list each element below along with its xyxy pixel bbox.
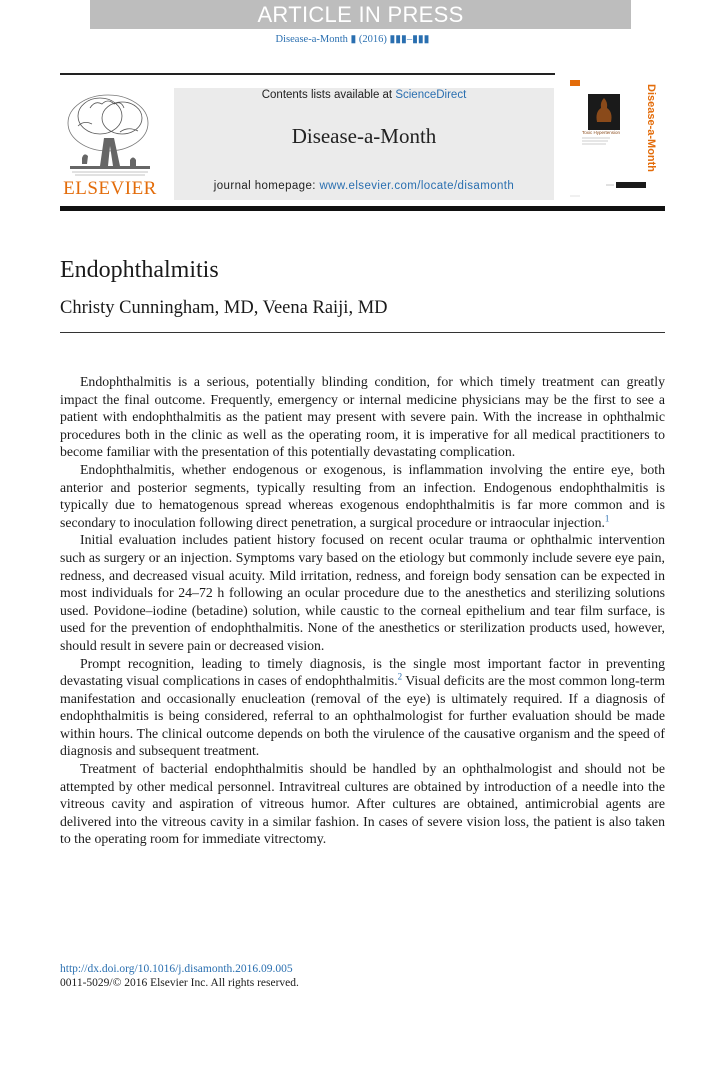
cover-spine-title: Disease-a-Month xyxy=(645,84,657,173)
article-body xyxy=(60,373,665,848)
doi-link[interactable]: http://dx.doi.org/10.1016/j.disamonth.2016.09.005 xyxy=(60,963,293,975)
elsevier-logo xyxy=(60,88,160,200)
header-rule xyxy=(60,206,665,211)
journal-citation: Disease-a-Month ▮ (2016) ▮▮▮–▮▮▮ xyxy=(275,34,430,45)
body-paragraph: Endophthalmitis, whether endogenous or exogenous, is inflammation involving the entire eye, both anterior and posterior segments, typically resulting from an infection. Endogenous endophthalmitis is typically due to hematogenous spread whereas exogenous endophthalmitis is far more common and is secondary to inoculation following direct penetration, a surgical procedure or intraocular injection.$^1$ xyxy=(60,461,665,530)
reference-link[interactable]: 1 xyxy=(604,513,610,524)
journal-cover-thumbnail xyxy=(570,78,665,200)
article-authors: Christy Cunningham, MD, Veena Raiji, MD xyxy=(60,298,388,318)
reference-link[interactable]: 2 xyxy=(397,671,403,682)
top-rule xyxy=(60,73,555,75)
contents-prefix: Contents lists available at xyxy=(261,89,396,101)
body-paragraph: Treatment of bacterial endophthalmitis should be handled by an ophthalmologist and should not be attempted by other medical personnel. Intravitreal cultures are obtained by introduction of a needle into the vitreous cavity and aspiration of vitreous humor. After cultures are obtained, antimicrobial agents are delivered into the vitreous cavity in a similar fashion. In cases of severe vision loss, the patient is also taken to the operating room for immediate vitrectomy. xyxy=(60,761,665,847)
elsevier-logo-text: ELSEVIER xyxy=(63,178,157,199)
article-in-press-banner xyxy=(90,0,631,29)
sciencedirect-link[interactable]: ScienceDirect xyxy=(395,89,467,101)
article-title: Endophthalmitis xyxy=(60,257,219,283)
journal-homepage-link[interactable]: www.elsevier.com/locate/disamonth xyxy=(319,180,515,192)
contents-available-line xyxy=(174,89,554,101)
body-paragraph: Endophthalmitis is a serious, potentially blinding condition, for which timely treatment can greatly impact the final outcome. Frequently, emergency or internal medicine physicians may be the first to see a patient with endophthalmitis as the patient may present with severe pain. With the increase in ophthalmic procedures both in the clinic as well as the operating room, it is imperative for all medical practitioners to become familiar with the presentation of this potentially devastating complication. xyxy=(60,374,665,460)
journal-homepage-line xyxy=(174,180,554,192)
body-paragraph: Prompt recognition, leading to timely diagnosis, is the single most important factor in preventing devastating visual complications in cases of endophthalmitis.$^2$ Visual deficits are the most common long-term manifestation and occasionally enucleation (removal of the eye) is ultimately required. If a diagnosis of endophthalmitis is being considered, referral to an ophthalmologist for further evaluation should be made within hours. The clinical outcome depends on both the virulence of the causative organism and the speed of diagnosis and subsequent treatment. xyxy=(60,655,665,759)
journal-cover-image xyxy=(570,78,665,200)
authors-rule xyxy=(60,332,665,333)
journal-info-box xyxy=(174,88,554,200)
body-paragraph: Initial evaluation includes patient history focused on recent ocular trauma or ophthalmic intervention such as surgery or an injection. Symptoms vary based on the etiology but commonly include severe eye pain, redness, and decreased visual acuity. Mild irritation, redness, and foreign body sensation can be expected in most individuals for 24–72 h following an ocular procedure due to the anesthetics and sterilizing solutions used. Povidone–iodine (betadine) solution, while caustic to the corneal epithelium and tear film surface, is used for the prevention of endophthalmitis. None of the anesthetics or sterilization products used, however, should result in severe pain or decreased vision. xyxy=(60,532,665,653)
journal-name: Disease-a-Month xyxy=(291,124,437,148)
homepage-prefix: journal homepage: xyxy=(213,180,320,192)
cover-subtitle: Toxic Hypertension xyxy=(582,130,621,135)
copyright-notice: 0011-5029/© 2016 Elsevier Inc. All rights reserved. xyxy=(60,977,299,989)
banner-text: ARTICLE IN PRESS xyxy=(257,2,464,27)
elsevier-tree-icon xyxy=(60,88,160,178)
